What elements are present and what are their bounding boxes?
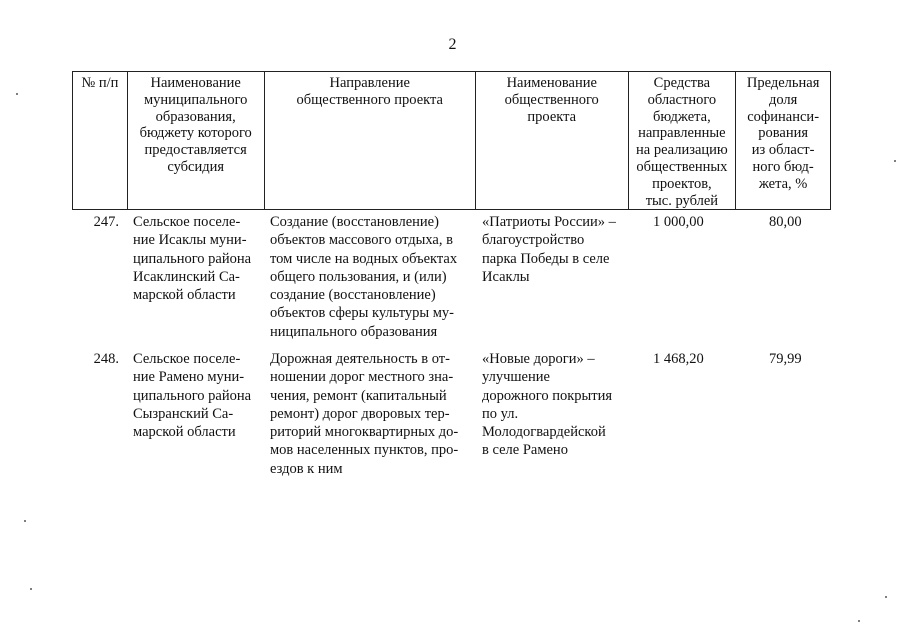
row-budget-amount: 1 000,00 — [653, 214, 704, 230]
row-cofinancing-share: 79,99 — [769, 351, 802, 367]
scan-speck — [24, 520, 26, 522]
scan-speck — [885, 596, 887, 598]
row-project-direction: Создание (восстановление) объектов массового отдыха, в том числе на водных объектах общего пользования, и (или) создание (восстановление) объектов сферы культуры му- ниципального образования — [270, 214, 458, 340]
row-cofinancing-share: 80,00 — [769, 214, 802, 230]
row-municipality: Сельское поселе- ние Исаклы муни- ципального района Исаклинский Са- марской области — [133, 214, 252, 304]
table-row — [72, 350, 831, 478]
row-project-direction: Дорожная деятельность в от- ношении дорог местного зна- чения, ремонт (капитальный ремонт) дорог дворовых тер- риторий многоквартирных до- мов населенных пунктов, про- ездов к ним — [270, 351, 459, 477]
header-project-name: Наименование общественного проекта — [476, 72, 629, 209]
scan-speck — [30, 588, 32, 590]
header-budget-funds: Средства областного бюджета, направленные на реализацию общественных проектов, тыс. рублей — [629, 72, 737, 209]
header-project-direction: Направление общественного проекта — [265, 72, 476, 209]
row-number: 247. — [93, 214, 119, 230]
page-number: 2 — [448, 36, 457, 53]
row-project-name: «Новые дороги» – улучшение дорожного покрытия по ул. Молодогвардейской в селе Рамено — [482, 351, 613, 459]
scan-speck — [894, 160, 896, 162]
header-municipality: Наименование муниципального образования, бюджету которого предоставляется субсидия — [128, 72, 265, 209]
header-number: № п/п — [73, 72, 128, 209]
row-number: 248. — [93, 351, 119, 367]
scan-speck — [858, 620, 860, 622]
table-row — [72, 213, 831, 341]
row-municipality: Сельское поселе- ние Рамено муни- ципального района Сызранский Са- марской области — [133, 351, 252, 441]
row-budget-amount: 1 468,20 — [653, 351, 704, 367]
scan-speck — [16, 93, 18, 95]
table-header — [72, 71, 831, 210]
header-cofinancing-share: Предельная доля софинанси- рования из област- ного бюд- жета, % — [746, 75, 820, 192]
row-project-name: «Патриоты России» – благоустройство парка Победы в селе Исаклы — [482, 214, 616, 285]
